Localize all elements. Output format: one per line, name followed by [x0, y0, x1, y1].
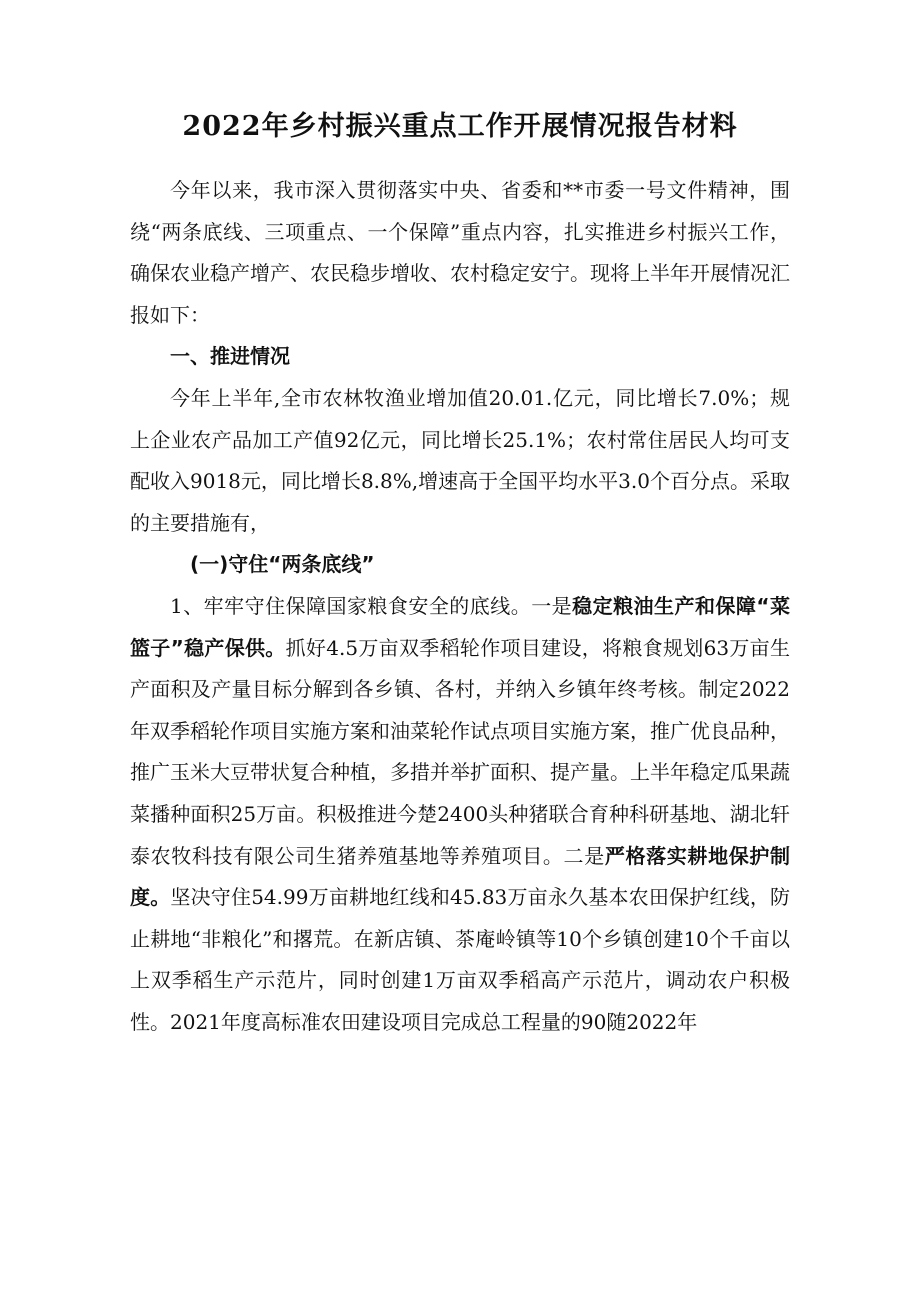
item-paragraph	[130, 586, 790, 1044]
item-bold-phrase-1: 稳定粮油生产和保障“菜篮子”稳产保供。	[130, 593, 790, 660]
subsection-heading: (一)守住“两条底线”	[190, 552, 375, 577]
intro-paragraph: 今年以来，我市深入贯彻落实中央、省委和**市委一号文件精神，围绕“两条底线、三项重点、一个保障”重点内容，扎实推进乡村振兴工作，确保农业稳产增产、农民稳步增收、农村稳定安宁。现将上半年开展情况汇报如下：	[130, 178, 790, 327]
item-body-text-1: 抓好4.5万亩双季稻轮作项目建设，将粮食规划63万亩生产面积及产量目标分解到各乡镇、各村，并纳入乡镇年终考核。制定2022年双季稻轮作项目实施方案和油菜轮作试点项目实施方案，推广优良品种，推广玉米大豆带状复合种植，多措并举扩面积、提产量。上半年稳定瓜果蔬菜播种面积25万亩。积极推进今楚2400头种猪联合育种科研基地、湖北轩泰农牧科技有限公司生猪养殖基地等养殖项目。二是	[130, 635, 790, 868]
item-bold-phrase-2: 严格落实耕地保护制度。	[130, 843, 791, 910]
item-body-text-2: 坚决守住54.99万亩耕地红线和45.83万亩永久基本农田保护红线，防止耕地“非粮化”和撂荒。在新店镇、茶庵岭镇等10个乡镇创建10个千亩以上双季稻生产示范片，同时创建1万亩双季稻高产示范片，调动农户积极性。2021年度高标准农田建设项目完成总工程量的90随2022年	[130, 885, 791, 1034]
section-heading: 一、推进情况	[170, 344, 290, 369]
document-title: 2022年乡村振兴重点工作开展情况报告材料	[182, 111, 738, 142]
document-body	[130, 170, 790, 1043]
section-paragraph: 今年上半年,全市农林牧渔业增加值20.01.亿元，同比增长7.0%；规上企业农产品加工产值92亿元，同比增长25.1%；农村常住居民人均可支配收入9018元，同比增长8.8%,增速高于全国平均水平3.0个百分点。采取的主要措施有，	[130, 385, 790, 535]
item-lead-text: 1、牢牢守住保障国家粮食安全的底线。一是	[170, 593, 573, 618]
